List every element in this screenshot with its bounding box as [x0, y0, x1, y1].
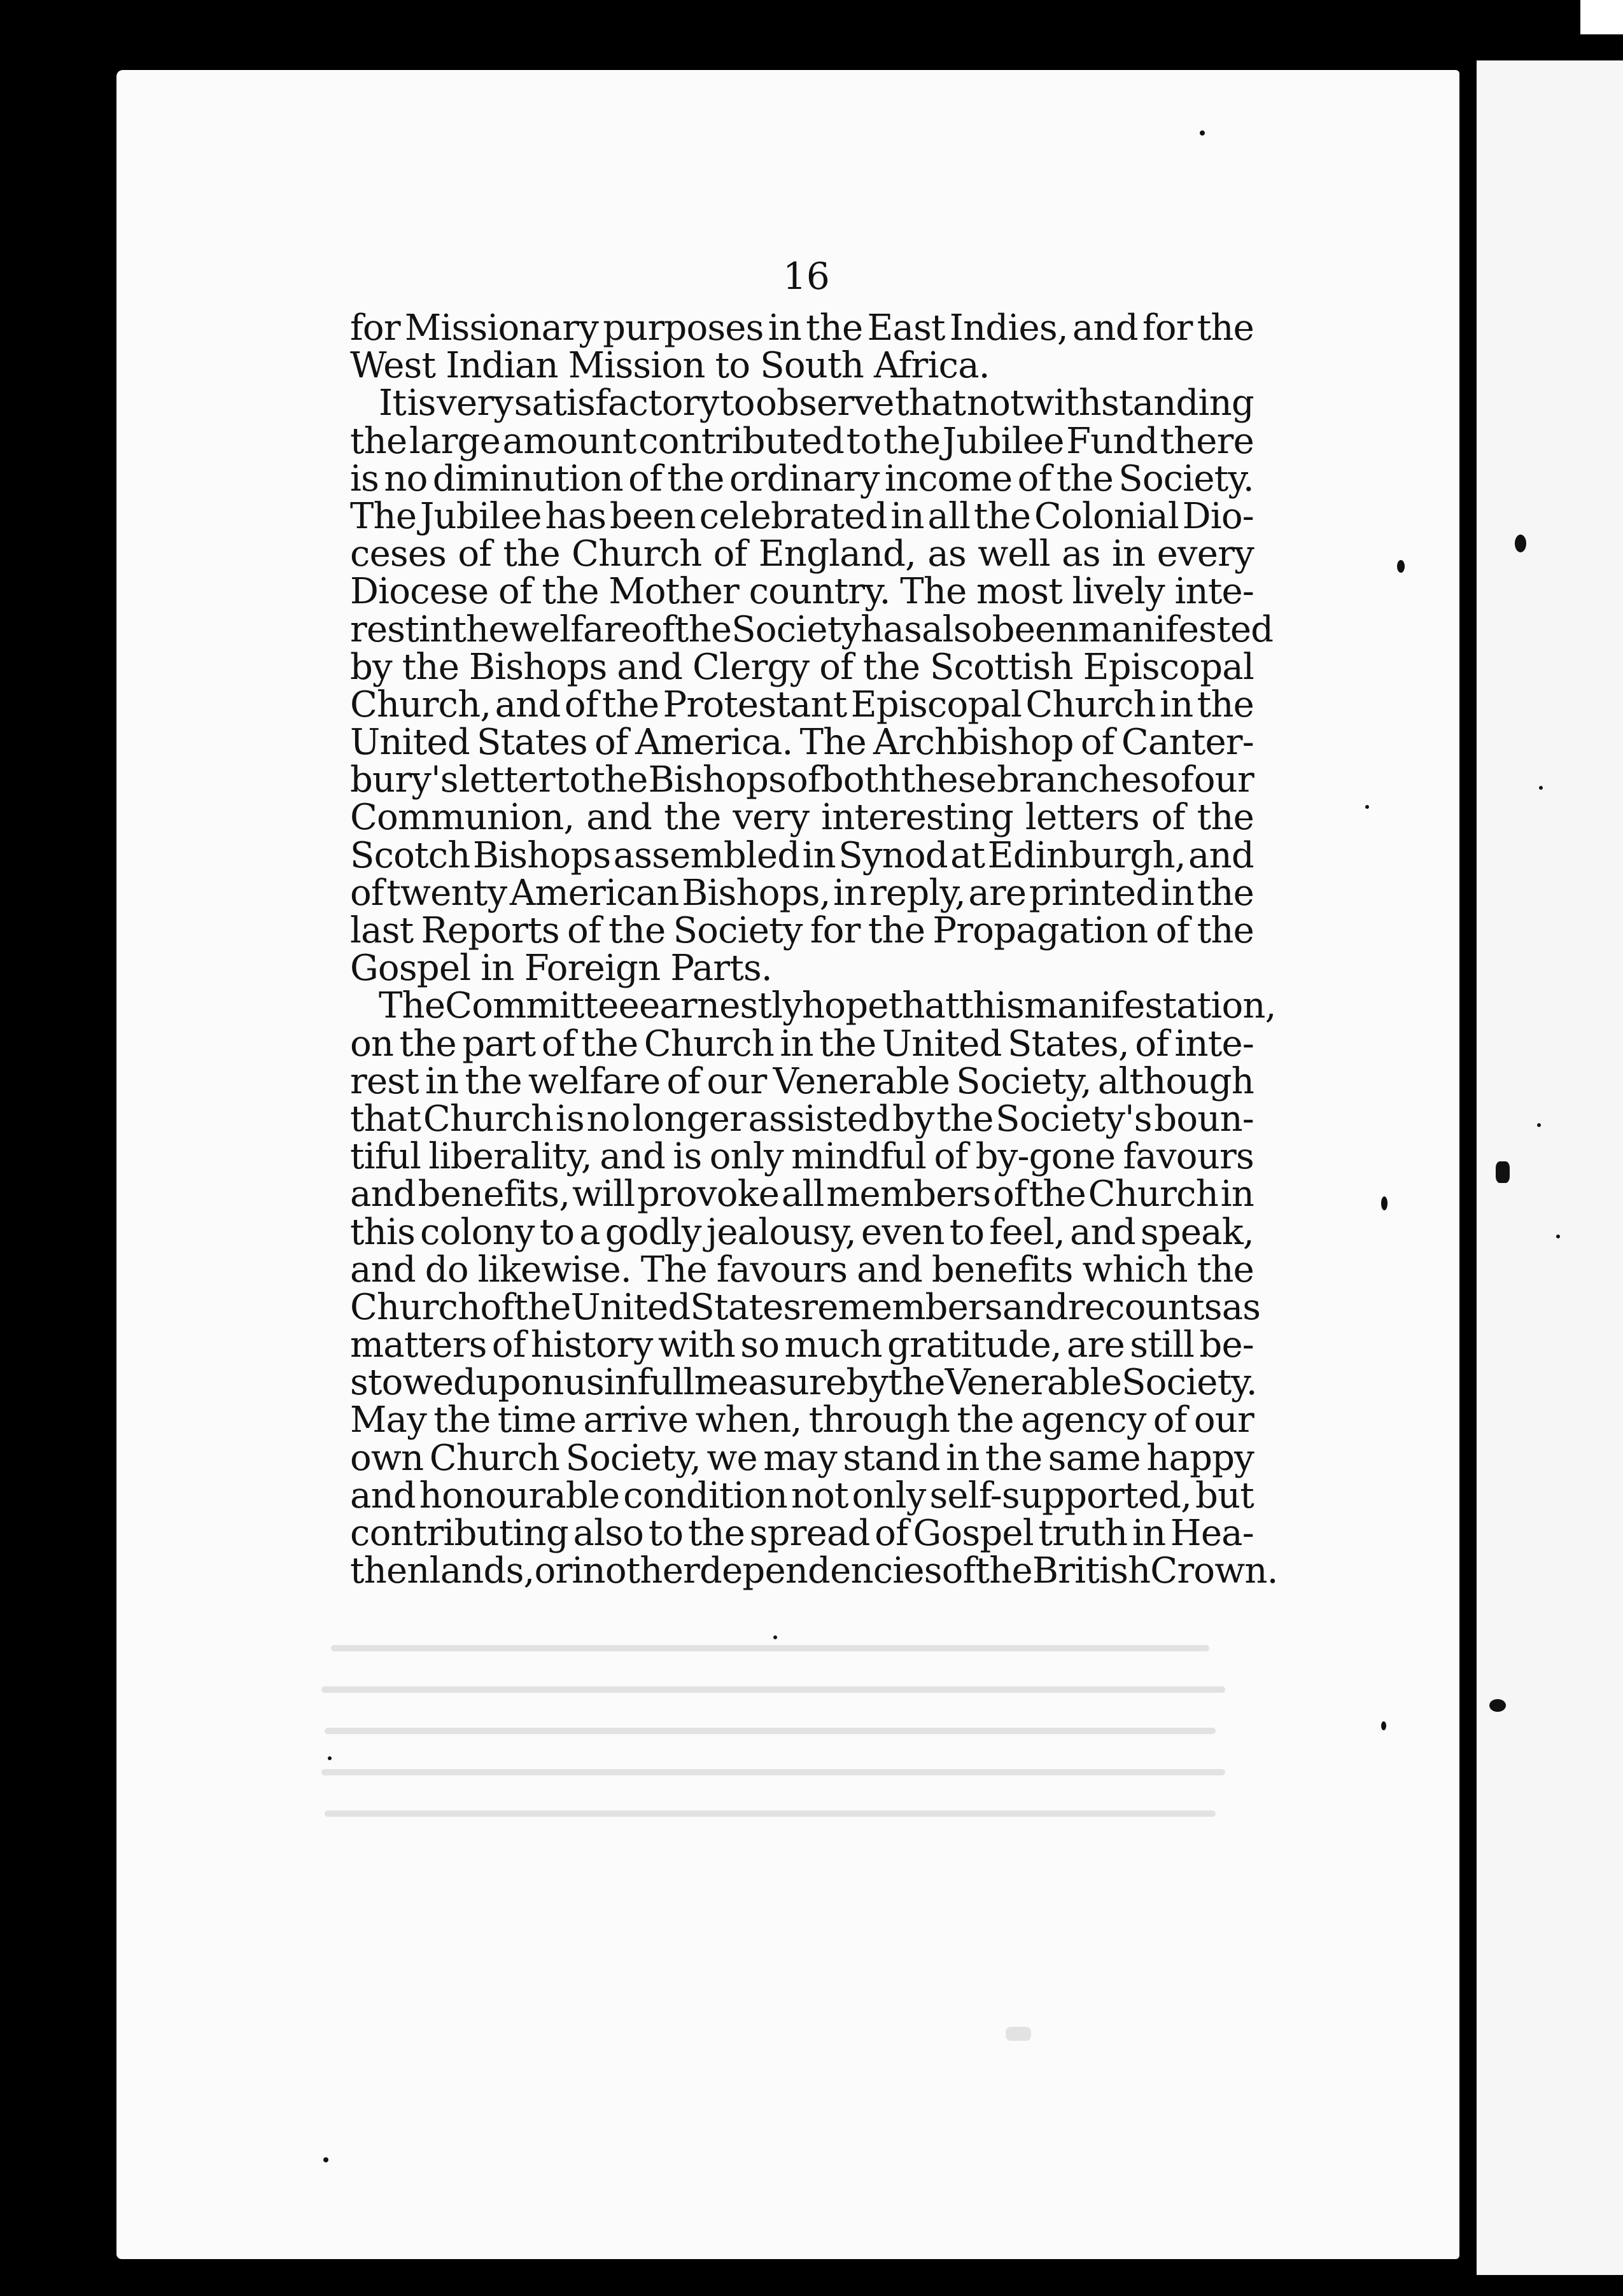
text-line: It is very satisfactory to observe that notwithstanding — [379, 382, 1254, 424]
text-line: matters of history with so much gratitude, are still be- — [350, 1324, 1254, 1366]
text-line: and benefits, will provoke all members of the Church in — [350, 1173, 1254, 1215]
text-line: then lands, or in other dependencies of the British Crown. — [350, 1550, 1278, 1592]
scan-speck — [1556, 1235, 1560, 1238]
scan-speck — [323, 2157, 328, 2162]
scan-speck — [1515, 535, 1526, 552]
text-line: Church, and of the Protestant Episcopal Church in the — [350, 683, 1254, 725]
text-line: on the part of the Church in the United States, of inte- — [350, 1023, 1254, 1065]
text-line: own Church Society, we may stand in the same happy — [350, 1437, 1254, 1479]
text-line: ceses of the Church of England, as well as in every — [350, 533, 1254, 575]
text-line: and honourable condition not only self-supported, but — [350, 1474, 1254, 1516]
text-line: Communion, and the very interesting letters of the — [350, 797, 1254, 839]
scan-speck — [1200, 130, 1205, 136]
text-line: for Missionary purposes in the East Indies, and for the — [350, 307, 1254, 349]
text-line: Diocese of the Mother country. The most lively inte- — [350, 571, 1254, 613]
scan-speck — [1381, 1721, 1386, 1730]
text-line: last Reports of the Society for the Propagation of the — [350, 910, 1254, 951]
text-line: by the Bishops and Clergy of the Scottish Episcopal — [350, 646, 1254, 688]
scan-speck — [328, 1756, 332, 1760]
text-line: this colony to a godly jealousy, even to feel, and speak, — [350, 1211, 1254, 1253]
text-line: Church of the United States remembers and recounts as — [350, 1286, 1261, 1328]
scan-speck — [773, 1635, 777, 1639]
text-line: the large amount contributed to the Jubilee Fund there — [350, 420, 1254, 462]
text-line: and do likewise. The favours and benefits which the — [350, 1249, 1254, 1291]
text-line: stowed upon us in full measure by the Venerable Society. — [350, 1362, 1257, 1404]
scan-speck — [1537, 1123, 1541, 1127]
text-line: West Indian Mission to South Africa. — [350, 345, 990, 387]
text-line: tiful liberality, and is only mindful of by-gone favours — [350, 1136, 1254, 1178]
scan-speck — [1539, 786, 1543, 790]
text-line: contributing also to the spread of Gospel truth in Hea- — [350, 1513, 1254, 1554]
text-line: rest in the welfare of the Society has also been manifested — [350, 608, 1274, 650]
text-line: that Church is no longer assisted by the Society's boun- — [350, 1098, 1254, 1140]
scan-speck — [1496, 1161, 1510, 1183]
text-line: of twenty American Bishops, in reply, are printed in the — [350, 872, 1254, 914]
text-line: United States of America. The Archbishop of Canter- — [350, 722, 1254, 764]
scan-speck — [1397, 560, 1405, 573]
text-line: The Jubilee has been celebrated in all the Colonial Dio- — [350, 495, 1254, 537]
scan-speck — [1381, 1196, 1388, 1210]
text-line: rest in the welfare of our Venerable Society, although — [350, 1060, 1254, 1102]
text-line: May the time arrive when, through the agency of our — [350, 1399, 1254, 1441]
text-line: bury's letter to the Bishops of both these branches of our — [350, 759, 1254, 801]
scan-speck — [1489, 1699, 1506, 1712]
scan-speck — [1365, 805, 1369, 809]
page-number: 16 — [783, 255, 830, 298]
text-line: The Committee earnestly hope that this manifestation, — [379, 985, 1276, 1027]
text-line: Gospel in Foreign Parts. — [350, 948, 772, 990]
text-line: Scotch Bishops assembled in Synod at Edinburgh, and — [350, 834, 1254, 876]
text-line: is no diminution of the ordinary income of the Society. — [350, 458, 1254, 500]
